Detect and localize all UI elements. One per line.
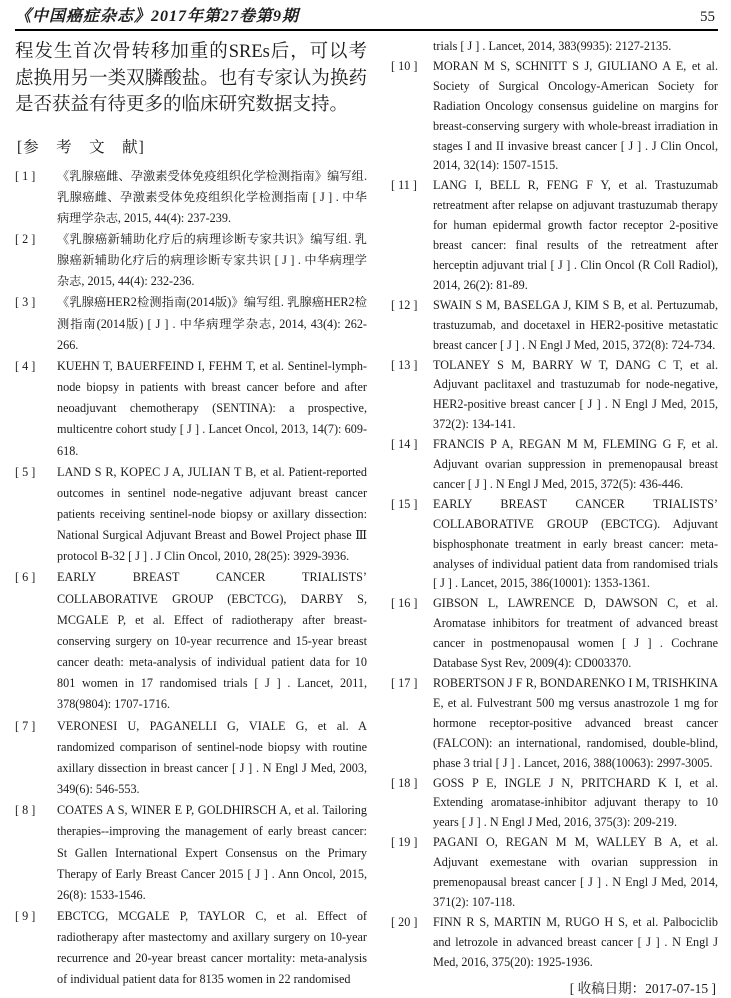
reference-number: [ 1 ] [15,168,36,183]
reference-text: LANG I, BELL R, FENG F Y, et al. Trastuzumab retreatment after relapse on adjuvant trastuzumab therapy for human epidermal growth factor receptor 2-positive breast cancer: final results of the retreatment after herceptin adjuvant trial [ J ] . Clin Oncol (R Coll Radiol), 2014, 26(2): 81-89. [433,178,718,292]
reference-number: [ 18 ] [391,775,418,790]
reference-text: FINN R S, MARTIN M, RUGO H S, et al. Palbociclib and letrozole in advanced breast cancer [ J ] . N Engl J Med, 2016, 375(20): 1925-1936. [433,914,718,969]
reference-number: [ 12 ] [391,297,418,312]
reference-text: COATES A S, WINER E P, GOLDHIRSCH A, et al. Tailoring therapies--improving the management of early breast cancer: St Gallen International Expert Consensus on the Primary Therapy of Early Breast Cancer 2015 [ J ] . Ann Oncol, 2015, 26(8): 1533-1546. [57,803,367,902]
reference-number: [ 4 ] [15,358,36,373]
reference-number: [ 17 ] [391,676,418,690]
reference-item [391,833,718,913]
reference-text: 《乳腺癌HER2检测指南(2014版)》编写组. 乳腺癌HER2检测指南(2014版) [ J ] . 中华病理学杂志, 2014, 43(4): 262-266. [57,295,367,352]
reference-text: 《乳腺癌新辅助化疗后的病理诊断专家共识》编写组. 乳腺癌新辅助化疗后的病理诊断专家共识 [ J ] . 中华病理学杂志, 2015, 44(4): 232-236. [57,231,367,289]
reference-text: EBCTCG, MCGALE P, TAYLOR C, et al. Effect of radiotherapy after mastectomy and axillary surgery on 10-year recurrence and 20-year breast cancer mortality: meta-analysis of individual patient data for 8135 women in 22 randomised [57,908,367,987]
reference-item [391,356,718,436]
received-date: [ 收稿日期：2017-07-15 ] [569,980,716,996]
reference-number: [ 8 ] [15,803,36,818]
reference-number: [ 9 ] [15,908,36,923]
reference-number: [ 7 ] [15,718,36,733]
reference-item [391,57,718,176]
reference-number: [ 16 ] [391,596,418,611]
reference-number: [ 6 ] [15,570,36,585]
reference-text: GIBSON L, LAWRENCE D, DAWSON C, et al. Aromatase inhibitors for treatment of advanced breast cancer in postmenopausal women [ J ] . Cochrane Database Syst Rev, 2009(4): CD003370. [433,596,718,671]
reference-number: [ 3 ] [15,295,36,310]
reference-text: EARLY BREAST CANCER TRIALISTS’ COLLABORATIVE GROUP (EBCTCG). Adjuvant bisphosphonate treatment in early breast cancer: meta-analyses of individual patient data from randomised trials [ J ] . Lancet, 2015, 386(10001): 1353-1361. [433,496,718,591]
reference-text: MORAN M S, SCHNITT S J, GIULIANO A E, et al. Society of Surgical Oncology-American Society for Radiation Oncology consensus guideline on margins for breast-conserving surgery with whole-breast irradiation in stages I and II invasive breast cancer [ J ] . J Clin Oncol, 2014, 32(14): 1507-1515. [433,58,718,173]
references-list-right [391,57,718,973]
reference-item [15,229,367,292]
reference-item [15,567,367,715]
reference-number: [ 5 ] [15,464,36,479]
reference-item [15,292,367,355]
page-number: 55 [700,9,715,25]
reference-item [15,906,367,991]
reference-item [15,166,367,229]
reference-item [15,356,367,462]
left-column [15,37,367,998]
reference-item [391,176,718,295]
two-column-body [15,37,718,998]
intro-paragraph: 程发生首次骨转移加重的SREs后，可以考虑换用另一类双膦酸盐。也有专家认为换药是否获益有待更多的临床研究数据支持。 [15,42,367,115]
reference-text: ROBERTSON J F R, BONDARENKO I M, TRISHKINA E, et al. Fulvestrant 500 mg versus anastrozole 1 mg for hormone receptor-positive advanced breast cancer (FALCON): an international, randomised, double-blind, phase 3 trial [ J ] . Lancet, 2016, 388(10063): 2997-3005. [433,676,718,770]
reference-item [391,495,718,595]
reference-item [15,800,367,906]
reference-text: KUEHN T, BAUERFEIND I, FEHM T, et al. Sentinel-lymph-node biopsy in patients with breast cancer before and after neoadjuvant chemotherapy (SENTINA): a prospective, multicentre cohort study [ J ] . Lancet Oncol, 2013, 14(7): 609-618. [57,358,367,458]
reference-number: [ 2 ] [15,231,36,246]
references-list-left [15,166,367,991]
reference-number: [ 10 ] [391,58,418,73]
right-column [391,37,718,998]
reference-item [15,462,367,568]
reference-number: [ 19 ] [391,835,418,850]
reference-item [391,435,718,495]
reference-text: SWAIN S M, BASELGA J, KIM S B, et al. Pertuzumab, trastuzumab, and docetaxel in HER2-positive metastatic breast cancer [ J ] . N Engl J Med, 2015, 372(8): 724-734. [433,297,718,352]
reference-item [15,716,367,801]
reference-text: VERONESI U, PAGANELLI G, VIALE G, et al. A randomized comparison of sentinel-node biopsy with routine axillary dissection in breast cancer [ J ] . N Engl J Med, 2003, 349(6): 546-553. [57,718,367,797]
reference-text: PAGANI O, REGAN M M, WALLEY B A, et al. Adjuvant exemestane with ovarian suppression in premenopausal breast cancer [ J ] . N Engl J Med, 2014, 371(2): 107-118. [433,835,718,909]
reference-text: 《乳腺癌雌、孕激素受体免疫组织化学检测指南》编写组. 乳腺癌雌、孕激素受体免疫组织化学检测指南 [ J ] . 中华病理学杂志, 2015, 44(4): 237-239. [57,168,367,225]
reference-item [391,774,718,834]
reference-item [391,594,718,674]
reference-item [391,296,718,356]
reference-number: [ 14 ] [391,437,418,452]
reference-number: [ 13 ] [391,357,418,372]
reference-text: EARLY BREAST CANCER TRIALISTS’ COLLABORATIVE GROUP (EBCTCG), DARBY S, MCGALE P, et al. Effect of radiotherapy after breast-conserving surgery on 10-year recurrence and 15-year breast cancer death: meta-analysis of individual patient data for 10 801 women in 17 randomised trials [ J ] . Lancet, 2011, 378(9804): 1707-1716. [57,570,367,712]
reference-text: GOSS P E, INGLE J N, PRITCHARD K I, et al. Extending aromatase-inhibitor adjuvant therapy to 10 years [ J ] . N Engl J Med, 2016, 375(3): 209-219. [433,775,718,830]
reference-number: [ 15 ] [391,496,418,511]
journal-title: 《中国癌症杂志》2017年第27卷第9期 [15,8,300,25]
reference-item [391,674,718,774]
reference-text: TOLANEY S M, BARRY W T, DANG C T, et al. Adjuvant paclitaxel and trastuzumab for node-negative, HER2-positive breast cancer [ J ] . N Engl J Med, 2015, 372(2): 134-141. [433,357,718,432]
reference-number: [ 20 ] [391,914,418,929]
running-header [15,0,718,31]
reference-9-continuation: trials [ J ] . Lancet, 2014, 383(9935): 2127-2135. [433,39,672,53]
reference-text: FRANCIS P A, REGAN M M, FLEMING G F, et al. Adjuvant ovarian suppression in premenopausal breast cancer [ J ] . N Engl J Med, 2015, 372(5): 436-446. [433,437,718,491]
reference-text: LAND S R, KOPEC J A, JULIAN T B, et al. Patient-reported outcomes in sentinel node-negative adjuvant breast cancer patients receiving sentinel-node biopsy or axillary dissection: National Surgical Adjuvant Breast and Bowel Project phase Ⅲ protocol B-32 [ J ] . J Clin Oncol, 2010, 28(25): 3929-3936. [57,464,367,564]
reference-number: [ 11 ] [391,178,417,193]
references-heading: [参 考 文 献] [17,138,145,156]
